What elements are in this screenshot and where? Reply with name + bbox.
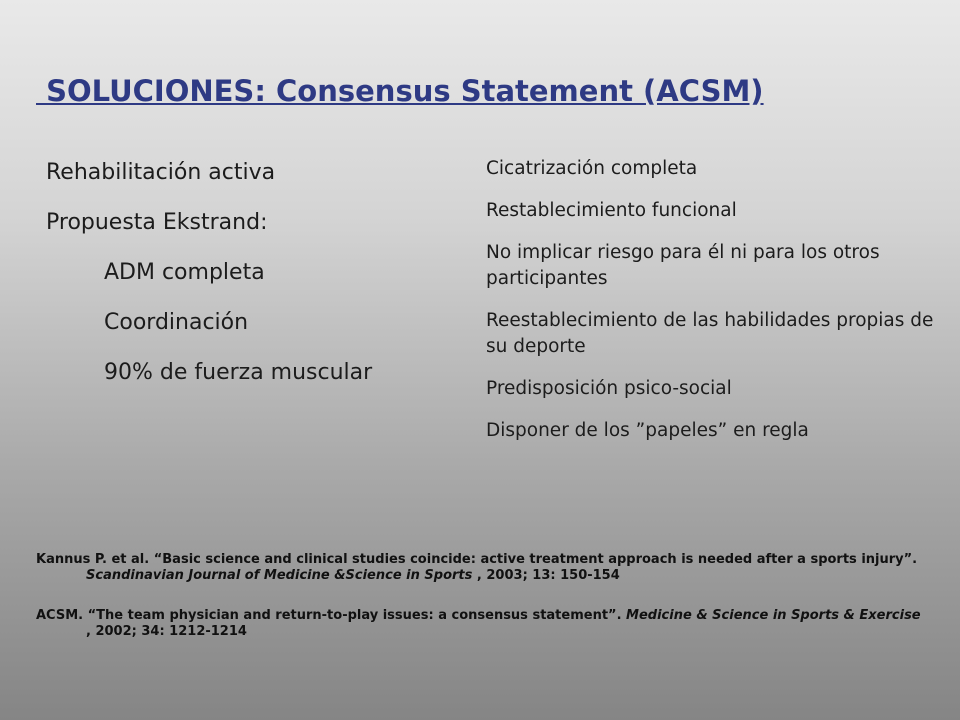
left-item-rehabilitacion: Rehabilitación activa: [46, 160, 276, 185]
left-subitem-coordinacion: Coordinación: [104, 310, 249, 335]
left-item-propuesta: Propuesta Ekstrand:: [46, 210, 268, 235]
references: [36, 552, 926, 664]
left-subitem-fuerza: 90% de fuerza muscular: [104, 360, 373, 385]
reference-journal: Scandinavian Journal of Medicine &Science in Sports: [86, 568, 473, 583]
reference-acsm: [36, 608, 926, 640]
right-item: Disponer de los ”papeles” en regla: [486, 420, 809, 441]
right-item: Restablecimiento funcional: [486, 200, 737, 221]
right-item: Cicatrización completa: [486, 158, 698, 179]
right-item: Predisposición psico-social: [486, 378, 732, 399]
left-subitem-adm: ADM completa: [104, 260, 265, 285]
right-item: No implicar riesgo para él ni para los otros participantes: [486, 242, 880, 289]
reference-kannus: [36, 552, 926, 584]
reference-journal: Medicine & Science in Sports & Exercise: [626, 608, 921, 623]
slide-title: SOLUCIONES: Consensus Statement (ACSM): [36, 74, 764, 108]
reference-text: Kannus P. et al. “Basic science and clinical studies coincide: active treatment approach is needed after a sports injury”.: [36, 552, 918, 567]
right-column: [486, 156, 936, 460]
reference-citation: , 2002; 34: 1212-1214: [86, 624, 247, 639]
right-item: Reestablecimiento de las habilidades propias de su deporte: [486, 310, 934, 357]
reference-citation: , 2003; 13: 150-154: [472, 568, 620, 583]
reference-text: ACSM. “The team physician and return-to-play issues: a consensus statement”.: [36, 608, 627, 623]
left-column: [46, 160, 466, 410]
